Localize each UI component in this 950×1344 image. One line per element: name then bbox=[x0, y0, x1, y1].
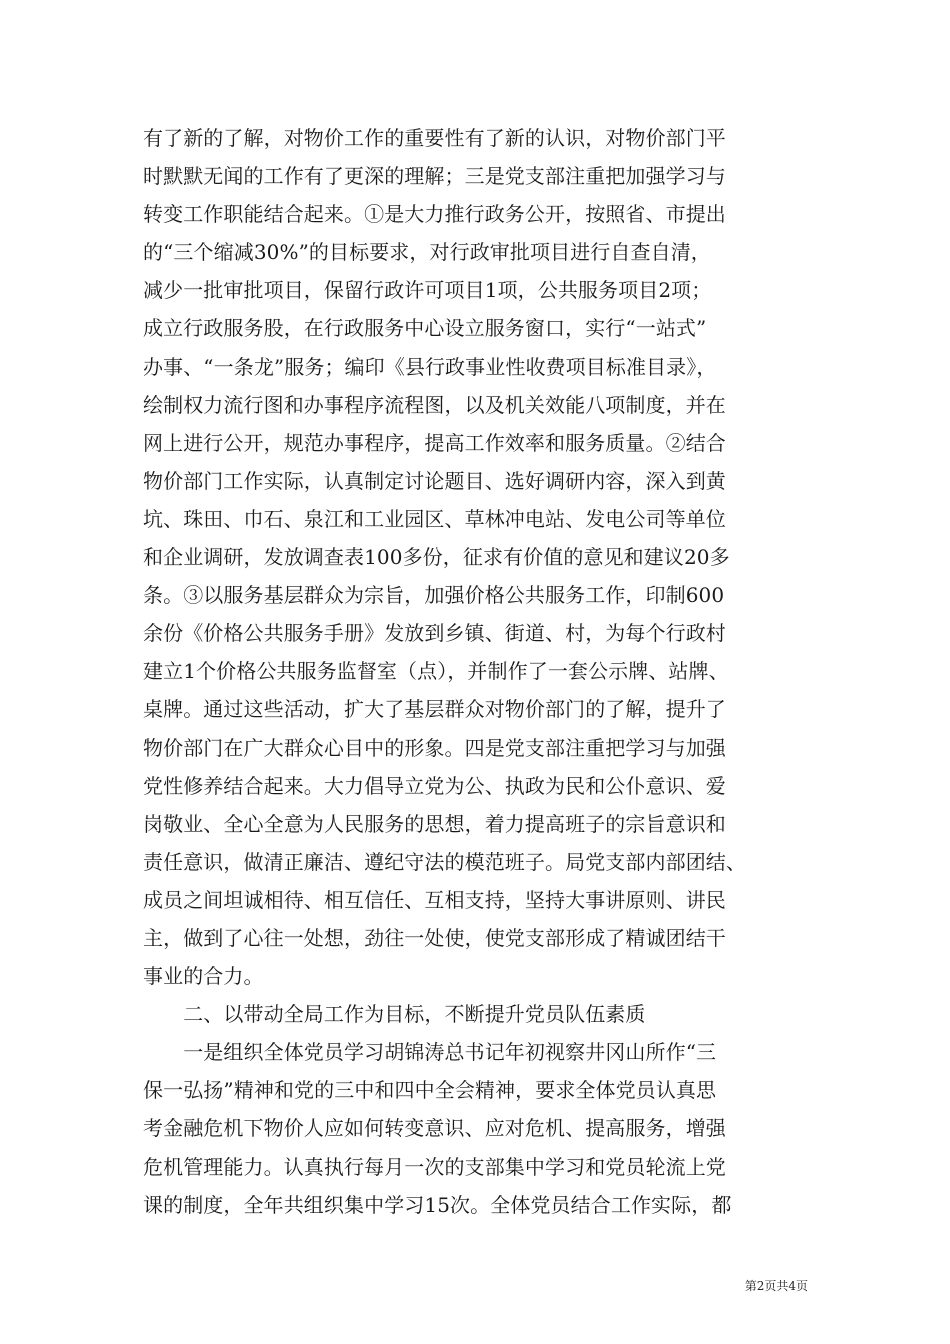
text-line: 危机管理能力。认真执行每月一次的支部集中学习和党员轮流上党 bbox=[143, 1154, 726, 1179]
text-line: 成立行政服务股，在行政服务中心设立服务窗口，实行“一站式” bbox=[143, 316, 707, 341]
text-line: 成员之间坦诚相待、相互信任、互相支持，坚持大事讲原则、讲民 bbox=[143, 887, 726, 912]
text-line: 余份《价格公共服务手册》发放到乡镇、街道、村，为每个行政村 bbox=[143, 621, 726, 646]
text-line: 党性修养结合起来。大力倡导立党为公、执政为民和公仆意识、爱 bbox=[143, 773, 726, 798]
text-line: 事业的合力。 bbox=[143, 964, 264, 989]
text-line: 岗敬业、全心全意为人民服务的思想，着力提高班子的宗旨意识和 bbox=[143, 811, 726, 836]
text-line: 坑、珠田、巾石、泉江和工业园区、草林冲电站、发电公司等单位 bbox=[143, 506, 726, 531]
text-line: 绘制权力流行图和办事程序流程图，以及机关效能八项制度，并在 bbox=[143, 392, 726, 417]
text-line: 转变工作职能结合起来。①是大力推行政务公开，按照省、市提出 bbox=[143, 202, 726, 227]
text-line: 课的制度，全年共组织集中学习15次。全体党员结合工作实际，都 bbox=[143, 1192, 732, 1217]
text-line: 和企业调研，发放调查表100多份，征求有价值的意见和建议20多 bbox=[143, 545, 730, 570]
text-line: 物价部门工作实际，认真制定讨论题目、选好调研内容，深入到黄 bbox=[143, 468, 726, 493]
text-line: 有了新的了解，对物价工作的重要性有了新的认识，对物价部门平 bbox=[143, 126, 726, 150]
text-line: 办事、“一条龙”服务；编印《县行政事业性收费项目标准目录》， bbox=[143, 354, 717, 379]
body-text bbox=[143, 119, 813, 1224]
text-line: 责任意识，做清正廉洁、遵纪守法的模范班子。局党支部内部团结、 bbox=[143, 849, 746, 874]
text-line: 时默默无闻的工作有了更深的理解；三是党支部注重把加强学习与 bbox=[143, 164, 726, 189]
text-line: 建立1个价格公共服务监督室（点），并制作了一套公示牌、站牌、 bbox=[143, 659, 729, 684]
text-line: 条。③以服务基层群众为宗旨，加强价格公共服务工作，印制600 bbox=[143, 583, 725, 608]
text-line: 桌牌。通过这些活动，扩大了基层群众对物价部门的了解，提升了 bbox=[143, 697, 726, 722]
page-number: 第2页共4页 bbox=[744, 1279, 808, 1293]
text-line: 物价部门在广大群众心目中的形象。四是党支部注重把学习与加强 bbox=[143, 735, 726, 760]
section-heading: 二、以带动全局工作为目标，不断提升党员队伍素质 bbox=[143, 1002, 646, 1027]
text-line: 一是组织全体党员学习胡锦涛总书记年初视察井冈山所作“三 bbox=[143, 1040, 717, 1065]
text-line: 主，做到了心往一处想，劲往一处使，使党支部形成了精诚团结干 bbox=[143, 925, 726, 950]
text-line: 保一弘扬”精神和党的三中和四中全会精神，要求全体党员认真思 bbox=[143, 1078, 717, 1103]
text-line: 的“三个缩减30%”的目标要求，对行政审批项目进行自查自清， bbox=[143, 240, 711, 265]
text-line: 减少一批审批项目，保留行政许可项目1项，公共服务项目2项； bbox=[143, 278, 712, 303]
text-line: 考金融危机下物价人应如何转变意识、应对危机、提高服务，增强 bbox=[143, 1116, 726, 1141]
text-line: 网上进行公开，规范办事程序，提高工作效率和服务质量。②结合 bbox=[143, 430, 726, 455]
